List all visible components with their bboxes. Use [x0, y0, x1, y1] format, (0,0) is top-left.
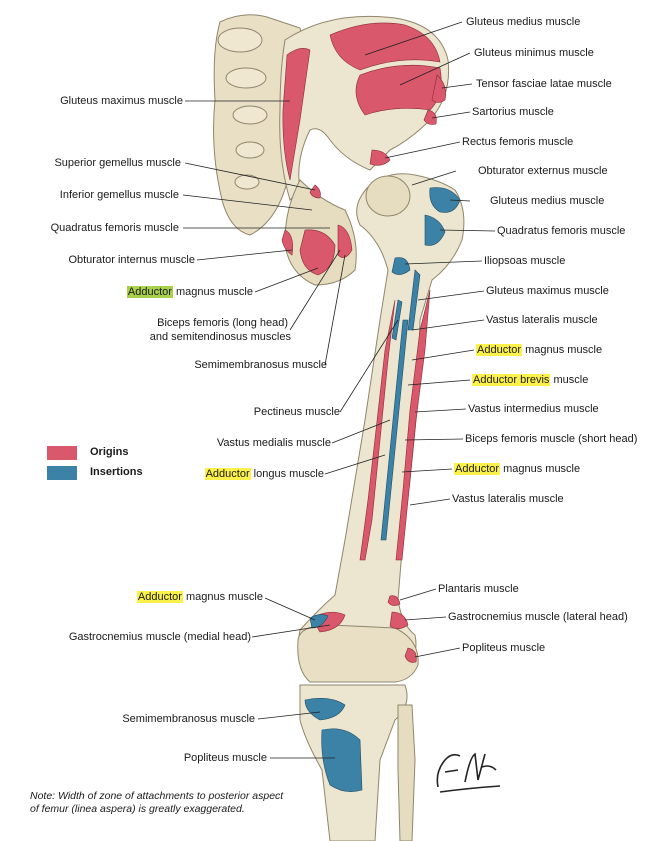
label-inferior-gemellus: Inferior gemellus muscle — [59, 189, 179, 201]
gastrocnemius-lateral-origin — [390, 612, 408, 629]
footnote-line-1: Note: Width of zone of attachments to posterior aspect — [30, 790, 284, 802]
label-biceps-short-head: Biceps femoris muscle (short head) — [465, 433, 638, 445]
label-gastrocnemius-medial: Gastrocnemius muscle (medial head) — [68, 631, 251, 643]
label-vastus-medialis: Vastus medialis muscle — [216, 437, 331, 449]
label-sartorius: Sartorius muscle — [472, 106, 554, 118]
label-quadratus-femoris: Quadratus femoris muscle — [497, 225, 626, 237]
vertebra — [235, 175, 259, 189]
vertebra — [236, 142, 264, 158]
label-gluteus-medius: Gluteus medius muscle — [466, 16, 581, 28]
label-popliteus-left: Popliteus muscle — [183, 752, 267, 764]
label-pectineus: Pectineus muscle — [253, 406, 340, 418]
label-popliteus-right: Popliteus muscle — [462, 642, 546, 654]
label-adductor-magnus-left: Adductor magnus muscle — [127, 286, 253, 298]
label-adductor-magnus-2: Adductor magnus muscle — [455, 463, 581, 475]
label-adductor-brevis: Adductor brevis muscle — [473, 374, 589, 386]
label-plantaris: Plantaris muscle — [438, 583, 519, 595]
label-adductor-magnus-lower: Adductor magnus muscle — [137, 591, 263, 603]
label-semimembranosus-lower: Semimembranosus muscle — [122, 713, 255, 725]
label-gluteus-medius-2: Gluteus medius muscle — [490, 195, 605, 207]
label-adductor-longus: Adductor longus muscle — [205, 468, 324, 480]
highlight-adductor: Adductor — [455, 463, 500, 475]
label-gastrocnemius-lateral: Gastrocnemius muscle (lateral head) — [448, 611, 628, 623]
label-gluteus-maximus-left: Gluteus maximus muscle — [60, 95, 183, 107]
highlight-adductor-brevis: Adductor brevis — [473, 374, 550, 386]
highlight-adductor: Adductor — [137, 591, 182, 603]
vertebra — [233, 106, 267, 124]
label-vastus-intermedius: Vastus intermedius muscle — [468, 403, 599, 415]
label-biceps-long-1: Biceps femoris (long head) — [157, 317, 288, 329]
label-vastus-lateralis: Vastus lateralis muscle — [486, 314, 598, 326]
label-biceps-long-2: and semitendinosus muscles — [149, 331, 291, 343]
vertebra — [218, 28, 262, 52]
label-quadratus-femoris-left: Quadratus femoris muscle — [50, 222, 179, 234]
label-rectus-femoris: Rectus femoris muscle — [462, 136, 574, 148]
footnote — [30, 790, 360, 816]
label-semimembranosus-upper: Semimembranosus muscle — [194, 359, 327, 371]
label-adductor-magnus-1: Adductor magnus muscle — [477, 344, 603, 356]
label-gluteus-minimus: Gluteus minimus muscle — [474, 47, 594, 59]
label-obturator-externus: Obturator externus muscle — [478, 165, 608, 177]
highlight-adductor-green: Adductor — [127, 286, 172, 298]
fibula — [398, 705, 415, 841]
label-gluteus-maximus-right: Gluteus maximus muscle — [486, 285, 609, 297]
label-iliopsoas: Iliopsoas muscle — [484, 255, 566, 267]
legend-origins-swatch — [47, 446, 77, 460]
vertebra — [226, 68, 266, 88]
legend-insertions-swatch — [47, 466, 77, 480]
legend-insertions-label: Insertions — [90, 466, 143, 478]
artist-signature — [430, 742, 505, 797]
femoral-condyles — [298, 625, 418, 682]
label-tensor-fasciae-latae: Tensor fasciae latae muscle — [476, 78, 612, 90]
legend-origins-label: Origins — [90, 446, 129, 458]
label-superior-gemellus: Superior gemellus muscle — [54, 157, 181, 169]
femoral-head — [366, 176, 410, 216]
gluteus-minimus-origin — [356, 65, 441, 115]
highlight-adductor: Adductor — [477, 344, 522, 356]
footnote-line-2: of femur (linea aspera) is greatly exaggerated. — [30, 803, 245, 815]
label-obturator-internus: Obturator internus muscle — [68, 254, 195, 266]
label-vastus-lateralis-2: Vastus lateralis muscle — [452, 493, 564, 505]
highlight-adductor: Adductor — [205, 468, 250, 480]
